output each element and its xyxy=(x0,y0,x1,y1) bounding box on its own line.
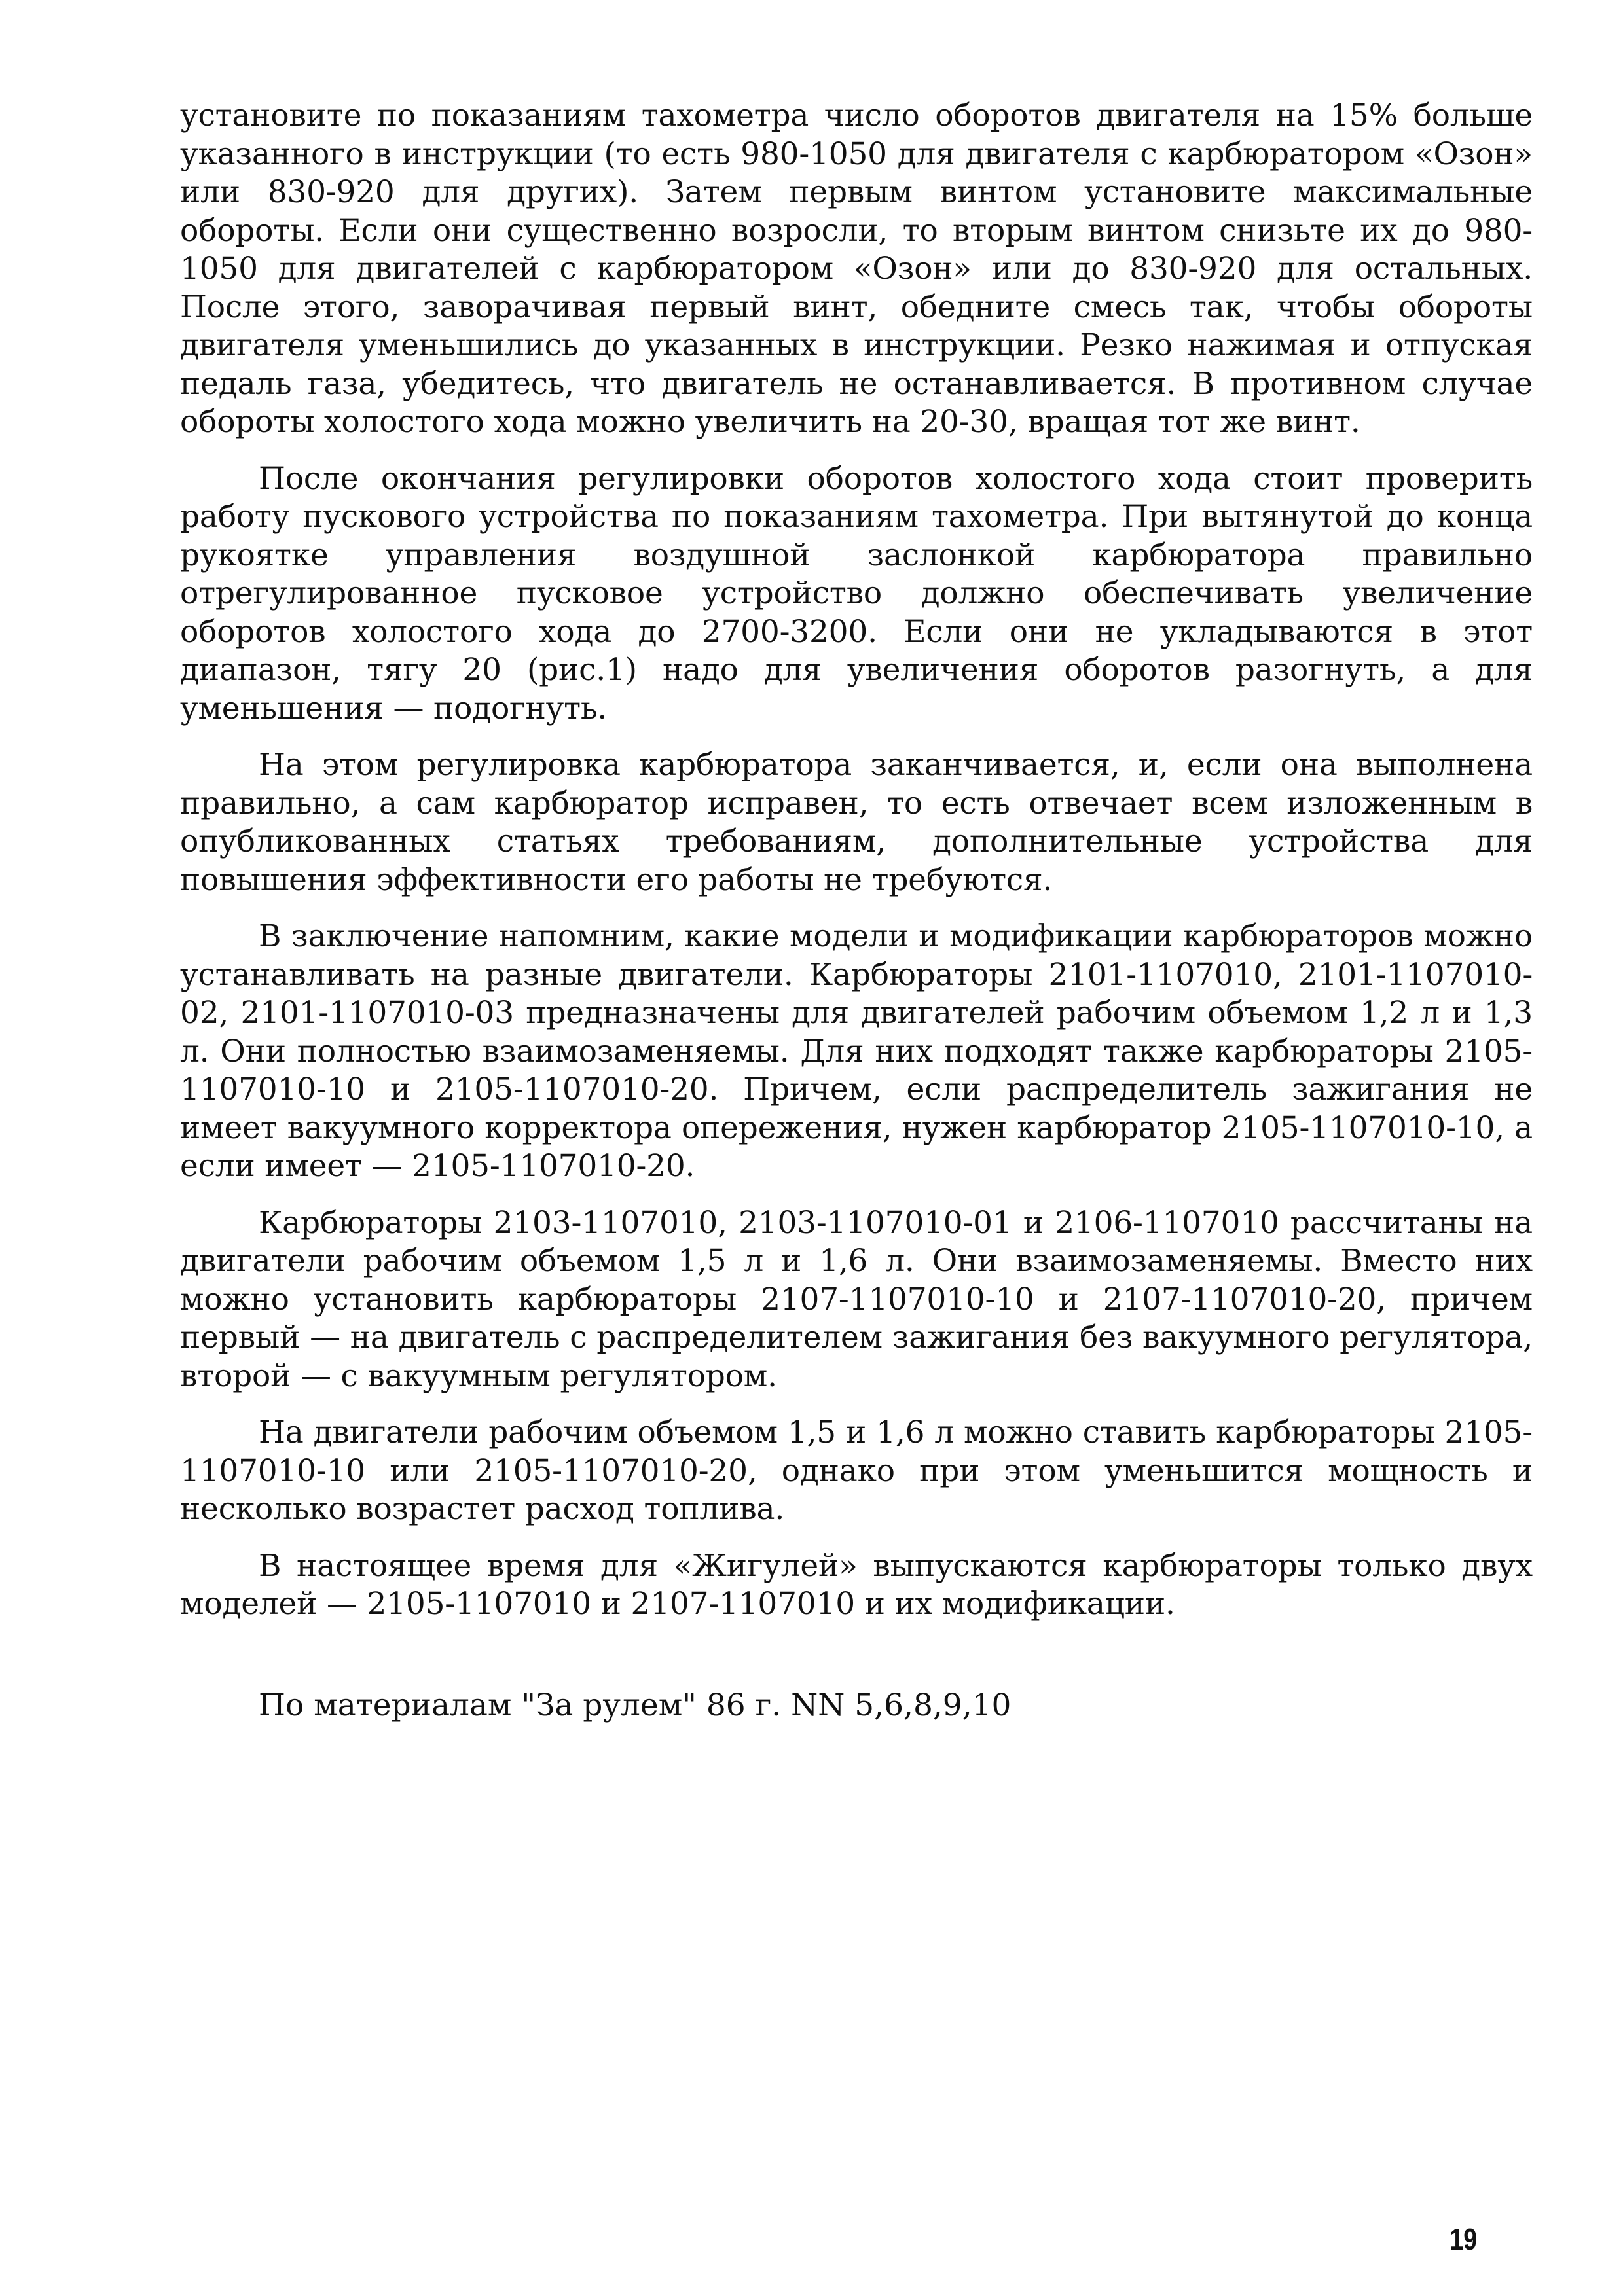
paragraph-current-production: В настоящее время для «Жигулей» выпускаются карбюраторы только двух моделей — 2105-1107010 и 2107-1107010 и их модификации. xyxy=(180,1547,1533,1622)
paragraph-carburetor-models-1500-1600: Карбюраторы 2103-1107010, 2103-1107010-01 и 2106-1107010 рассчитаны на двигатели рабочим объемом 1,5 л и 1,6 л. Они взаимозаменяемы. Вместо них можно установить карбюраторы 2107-1107010-10 и 2107-1107010-20, причем первый — на двигатель с распределителем зажигания без вакуумного регулятора, второй — с вакуумным регулятором. xyxy=(180,1204,1533,1394)
paragraph-starter-device-check: После окончания регулировки оборотов холостого хода стоит проверить работу пускового устройства по показаниям тахометра. При вытянутой до конца рукоятке управления воздушной заслонкой карбюратора правильно отрегулированное пусковое устройство должно обеспечивать увеличение оборотов холостого хода до 2700-3200. Если они не укладываются в этот диапазон, тягу 20 (рис.1) надо для увеличения оборотов разогнуть, а для уменьшения — подогнуть. xyxy=(180,460,1533,726)
paragraph-carburetor-models-1200-1300: В заключение напомним, какие модели и модификации карбюраторов можно устанавливать на разные двигатели. Карбюраторы 2101-1107010, 2101-1107010-02, 2101-1107010-03 предназначены для двигателей рабочим объемом 1,2 л и 1,3 л. Они полностью взаимозаменяемы. Для них подходят также карбюраторы 2105-1107010-10 и 2105-1107010-20. Причем, если распределитель зажигания не имеет вакуумного корректора опережения, нужен карбюратор 2105-1107010-10, а если имеет — 2105-1107010-20. xyxy=(180,918,1533,1184)
paragraph-adjustment-conclusion: На этом регулировка карбюратора заканчивается, и, если она выполнена правильно, а сам карбюратор исправен, то есть отвечает всем изложенным в опубликованных статьях требованиям, дополнительные устройства для повышения эффективности его работы не требуются. xyxy=(180,747,1533,898)
paragraph-idle-speed-adjustment: установите по показаниям тахометра число оборотов двигателя на 15% больше указанного в инструкции (то есть 980-1050 для двигателя с карбюратором «Озон» или 830-920 для других). Затем первым винтом установите максимальные обороты. Если они существенно возросли, то вторым винтом снизьте их до 980-1050 для двигателей с карбюратором «Озон» или до 830-920 для остальных. После этого, заворачивая первый винт, обедните смесь так, чтобы обороты двигателя уменьшились до указанных в инструкции. Резко нажимая и отпуская педаль газа, убедитесь, что двигатель не останавливается. В противном случае обороты холостого хода можно увеличить на 20-30, вращая тот же винт. xyxy=(180,98,1533,440)
paragraph-carburetor-substitution: На двигатели рабочим объемом 1,5 и 1,6 л можно ставить карбюраторы 2105-1107010-10 или 2105-1107010-20, однако при этом уменьшится мощность и несколько возрастет расход топлива. xyxy=(180,1414,1533,1527)
page-number: 19 xyxy=(1450,2222,1477,2256)
document-page xyxy=(180,97,1533,1725)
source-note: По материалам "За рулем" 86 г. NN 5,6,8,9,10 xyxy=(259,1687,1012,1723)
